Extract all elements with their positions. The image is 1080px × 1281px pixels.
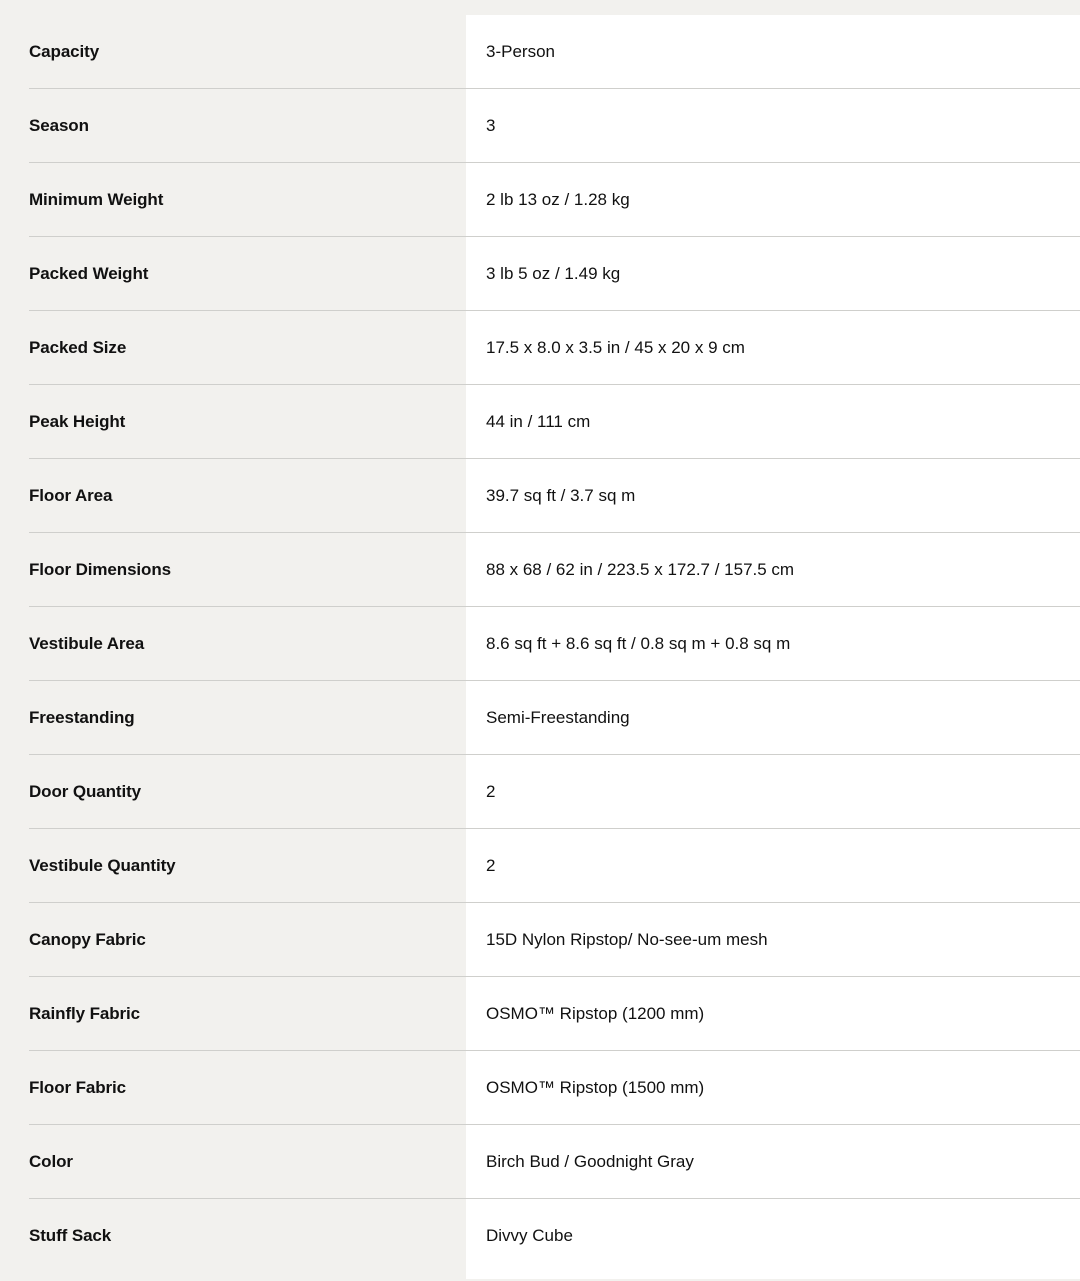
spec-row-stuff-sack: [29, 1199, 1080, 1273]
spec-label: Minimum Weight: [29, 189, 164, 209]
spec-value: 17.5 x 8.0 x 3.5 in / 45 x 20 x 9 cm: [486, 337, 745, 357]
spec-row-freestanding: [29, 681, 1080, 755]
spec-label: Season: [29, 115, 89, 135]
spec-row-floor-fabric: [29, 1051, 1080, 1125]
spec-row-minimum-weight: [29, 163, 1080, 237]
spec-value: 3: [486, 115, 496, 135]
spec-value: 2 lb 13 oz / 1.28 kg: [486, 189, 630, 209]
spec-row-canopy-fabric: [29, 903, 1080, 977]
spec-value: 3-Person: [486, 41, 555, 61]
spec-value: 39.7 sq ft / 3.7 sq m: [486, 485, 636, 505]
spec-value: 88 x 68 / 62 in / 223.5 x 172.7 / 157.5 cm: [486, 559, 795, 579]
spec-label: Packed Weight: [29, 263, 149, 283]
spec-value: 3 lb 5 oz / 1.49 kg: [486, 263, 621, 283]
spec-row-door-quantity: [29, 755, 1080, 829]
spec-value: 15D Nylon Ripstop/ No-see-um mesh: [486, 929, 768, 949]
spec-label: Vestibule Area: [29, 633, 145, 653]
spec-value: OSMO™ Ripstop (1200 mm): [486, 1003, 705, 1023]
spec-value: 2: [486, 781, 496, 801]
spec-value: 8.6 sq ft + 8.6 sq ft / 0.8 sq m + 0.8 sq m: [486, 633, 791, 653]
spec-value: OSMO™ Ripstop (1500 mm): [486, 1077, 705, 1097]
spec-label: Stuff Sack: [29, 1226, 112, 1245]
spec-row-packed-size: [29, 311, 1080, 385]
spec-label: Canopy Fabric: [29, 929, 146, 949]
spec-row-color: [29, 1125, 1080, 1199]
spec-value: 44 in / 111 cm: [486, 411, 591, 431]
spec-value: 2: [486, 855, 496, 875]
spec-row-rainfly-fabric: [29, 977, 1080, 1051]
spec-label: Floor Area: [29, 485, 113, 505]
spec-label: Color: [29, 1151, 73, 1171]
spec-label: Rainfly Fabric: [29, 1003, 141, 1023]
spec-row-floor-dimensions: [29, 533, 1080, 607]
spec-value: Divvy Cube: [486, 1226, 573, 1245]
spec-label: Capacity: [29, 41, 100, 61]
spec-row-floor-area: [29, 459, 1080, 533]
spec-table: [29, 15, 1080, 1273]
spec-label: Floor Dimensions: [29, 559, 171, 579]
spec-label: Floor Fabric: [29, 1077, 127, 1097]
spec-row-peak-height: [29, 385, 1080, 459]
spec-label: Freestanding: [29, 707, 135, 727]
spec-label: Door Quantity: [29, 781, 142, 801]
spec-row-vestibule-area: [29, 607, 1080, 681]
spec-row-capacity: [29, 15, 1080, 89]
spec-value: Birch Bud / Goodnight Gray: [486, 1151, 694, 1171]
spec-label: Packed Size: [29, 337, 127, 357]
spec-label: Peak Height: [29, 411, 126, 431]
spec-row-season: [29, 89, 1080, 163]
spec-label: Vestibule Quantity: [29, 855, 176, 875]
spec-row-packed-weight: [29, 237, 1080, 311]
spec-value: Semi-Freestanding: [486, 707, 630, 727]
spec-row-vestibule-quantity: [29, 829, 1080, 903]
